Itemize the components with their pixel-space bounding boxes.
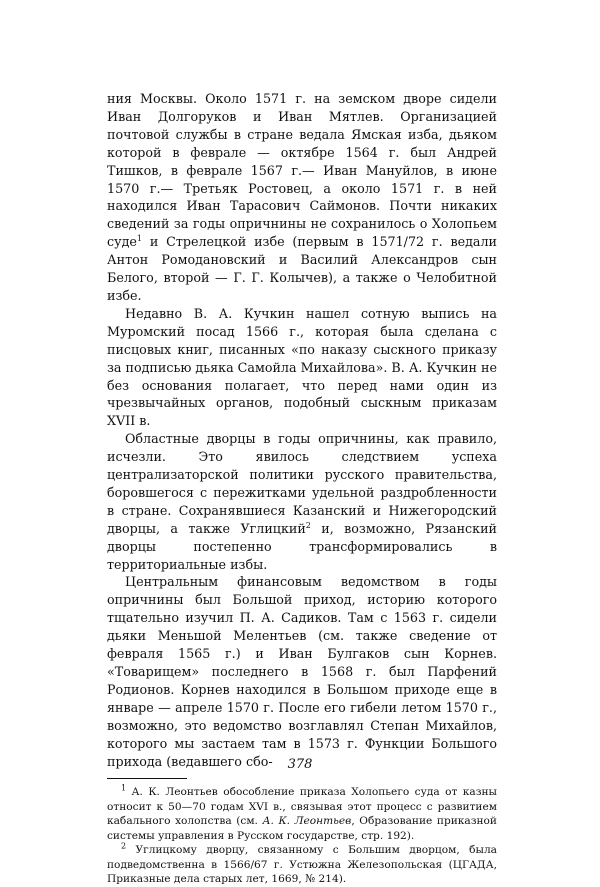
footnote-ref-2: 2 (305, 520, 311, 530)
footnote-2-text: Углицкому дворцу, связанному с Большим дворцом, была подведомственна в 1566/67 г. Устюжна Железопольская (ЦГАДА, Приказные дела старых лет, 1669, № 214). (107, 844, 497, 886)
paragraph-3-text: Областные дворцы в годы опричнины, как правило, исчезли. Это явилось следствием успеха централизаторской политики русского правительства, боровшегося с пережитками удельной раздробленности в стране. Сохранявшиеся Казанский и Нижегородский дворцы, а также Углицкий (107, 431, 497, 536)
paragraph-1 (107, 90, 497, 305)
paragraph-1-tail: и Стрелецкой избе (первым в 1571/72 г. ведали Антон Ромодановский и Василий Александров сын Белого, второй — Г. Г. Колычев), а также о Челобитной избе. (107, 234, 497, 303)
footnote-1-text: А. К. Леонтьев обособление приказа Холопьего суда от казны относит к 50—70 годам XVI в., связывая этот процесс с развитием кабального холопства (см. (107, 786, 497, 828)
footnote-1 (107, 785, 497, 843)
footnote-divider (107, 778, 187, 779)
paragraph-2: Недавно В. А. Кучкин нашел сотную выпись на Муромский посад 1566 г., которая была сделана с писцовых книг, писанных «по наказу сыскного приказу за подписью дьяка Самойла Михайлова». В. А. Кучкин не без основания полагает, что перед нами один из чрезвычайных органов, подобный сыскным приказам XVII в. (107, 305, 498, 429)
footnote-ref-1: 1 (136, 234, 142, 244)
paragraph-3-tail: и, возможно, Рязанский дворцы постепенно трансформировались в территориальные избы. (107, 520, 497, 572)
paragraph-4: Центральным финансовым ведомством в годы опричнины был Большой приход, историю которого тщательно изучил П. А. Садиков. Там с 1563 г. сидели дьяки Меньшой Мелентьев (см. также сведение от февраля 1565 г.) и Иван Булгаков сын Корнев. «Товарищем» последнего в 1568 г. был Парфений Родионов. Корнев находился в Большом приходе еще в январе — апреле 1570 г. После его гибели летом 1570 г., возможно, это ведомство возглавлял Степан Михайлов, которого мы застаем там в 1573 г. Функции Большого прихода (ведавшего сбо- (107, 574, 497, 769)
footnote-2 (107, 843, 497, 887)
footnote-1-mark: 1 (121, 783, 127, 793)
footnote-2-mark: 2 (121, 841, 127, 851)
paragraph-1-text: ния Москвы. Около 1571 г. на земском дворе сидели Иван Долгоруков и Иван Мятлев. Организацией почтовой службы в стране ведала Ямская изба, дьяком которой в феврале — октябре 1564 г. был Андрей Тишков, в феврале 1567 г.— Иван Мануйлов, в июне 1570 г.— Третьяк Ростовец, а около 1571 г. в ней находился Иван Тарасович Саймонов. Почти никаких сведений за годы опричнины не сохранилось о Холопьем суде (107, 91, 497, 250)
footnote-1-author: А. К. Леонтьев (262, 815, 352, 828)
paragraph-3 (107, 430, 497, 573)
footnote-1-text-end: , Образование приказной системы управления в Русском государстве, стр. 192). (107, 815, 497, 842)
page-number: 378 (287, 757, 313, 772)
